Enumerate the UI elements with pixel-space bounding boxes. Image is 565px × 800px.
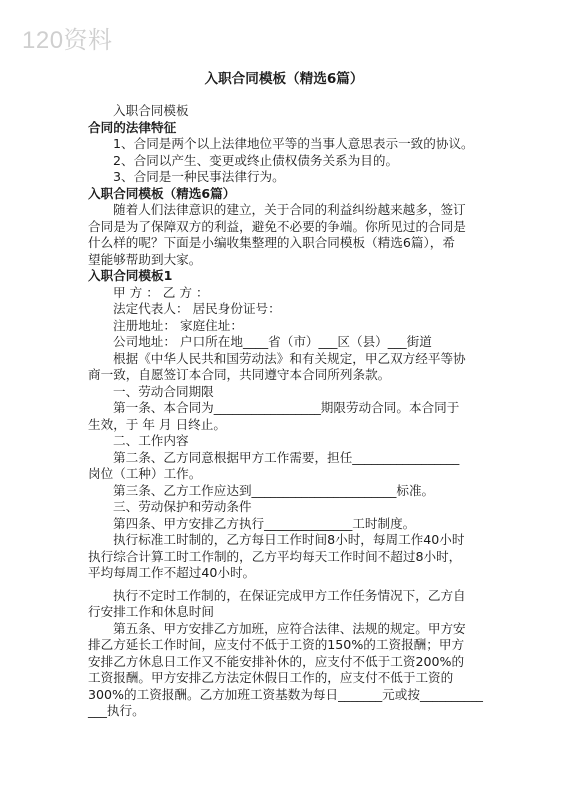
text-line: 2、合同以产生、变更或终止债权债务关系为目的。 — [113, 152, 399, 168]
text-line: 安排乙方休息日工作又不能安排补休的，应支付不低于工资200%的 — [88, 653, 465, 669]
text-line: 什么样的呢？下面是小编收集整理的入职合同模板（精选6篇），希 — [88, 235, 455, 250]
text-line: 法定代表人： 居民身份证号： — [113, 301, 281, 316]
text-line: 排乙方延长工作时间，应支付不低于工资的150%的工资报酬；甲方 — [88, 637, 465, 652]
text-line: 300%的工资报酬。乙方加班工资基数为每日_______元或按__________ — [88, 686, 483, 702]
text-line: 3、合同是一种民事法律行为。 — [113, 169, 285, 184]
section-heading: 入职合同模板1 — [88, 268, 173, 283]
text-line: 公司地址： 户口所在地____省（市）___区（县）___街道 — [113, 334, 432, 349]
text-line: 根据《中华人民共和国劳动法》和有关规定，甲乙双方经平等协 — [113, 350, 466, 366]
text-line: 第五条、甲方安排乙方加班，应符合法律、法规的规定。甲方安 — [113, 620, 466, 636]
text-line: 甲 方 ： 乙 方 ： — [113, 284, 209, 300]
section-heading: 合同的法律特征 — [88, 119, 177, 135]
text-line: 三、劳动保护和劳动条件 — [113, 499, 252, 514]
text-line: 合同是为了保障双方的利益，避免不必要的争端。你所见过的合同是 — [88, 218, 466, 234]
text-line: 第三条、乙方工作应达到_______________________标准。 — [113, 482, 435, 498]
text-line: 注册地址： 家庭住址： — [113, 317, 243, 333]
text-line: 商一致，自愿签订本合同，共同遵守本合同所列条款。 — [88, 367, 391, 382]
text-line: 第一条、本合同为_________________期限劳动合同。本合同于 — [113, 400, 460, 415]
document-title: 入职合同模板（精选6篇） — [204, 71, 364, 87]
text-line: 执行不定时工作制的，在保证完成甲方工作任务情况下，乙方自 — [113, 587, 466, 603]
text-line: 行安排工作和休息时间 — [88, 604, 214, 619]
text-line: 执行标准工时制的，乙方每日工作时间8小时，每周工作40小时 — [113, 532, 465, 547]
text-line: 生效，于 年 月 日终止。 — [88, 416, 226, 432]
text-line: 二、工作内容 — [113, 433, 189, 448]
text-line: 第四条、甲方安排乙方执行______________工时制度。 — [113, 515, 416, 531]
document-body — [88, 103, 483, 720]
text-line: 入职合同模板 — [113, 103, 189, 118]
text-line: 一、劳动合同期限 — [113, 383, 214, 399]
text-line: 望能够帮助到大家。 — [88, 251, 202, 267]
text-line: 岗位（工种）工作。 — [88, 466, 202, 481]
watermark-logo: 120资料 — [22, 27, 113, 54]
text-line: 工资报酬。甲方安排乙方法定休假日工作的，应支付不低于工资的 — [88, 670, 454, 685]
text-line: ___执行。 — [88, 703, 145, 718]
section-heading: 入职合同模板（精选6篇） — [88, 185, 236, 201]
text-line: 1、合同是两个以上法律地位平等的当事人意思表示一致的协议。 — [113, 136, 474, 151]
text-line: 第二条、乙方同意根据甲方工作需要，担任_________________ — [113, 449, 460, 465]
text-line: 执行综合计算工时工作制的，乙方平均每天工作时间不超过8小时， — [88, 548, 462, 564]
text-line: 随着人们法律意识的建立，关于合同的利益纠纷越来越多，签订 — [113, 202, 466, 217]
text-line: 平均每周工作不超过40小时。 — [88, 565, 256, 580]
